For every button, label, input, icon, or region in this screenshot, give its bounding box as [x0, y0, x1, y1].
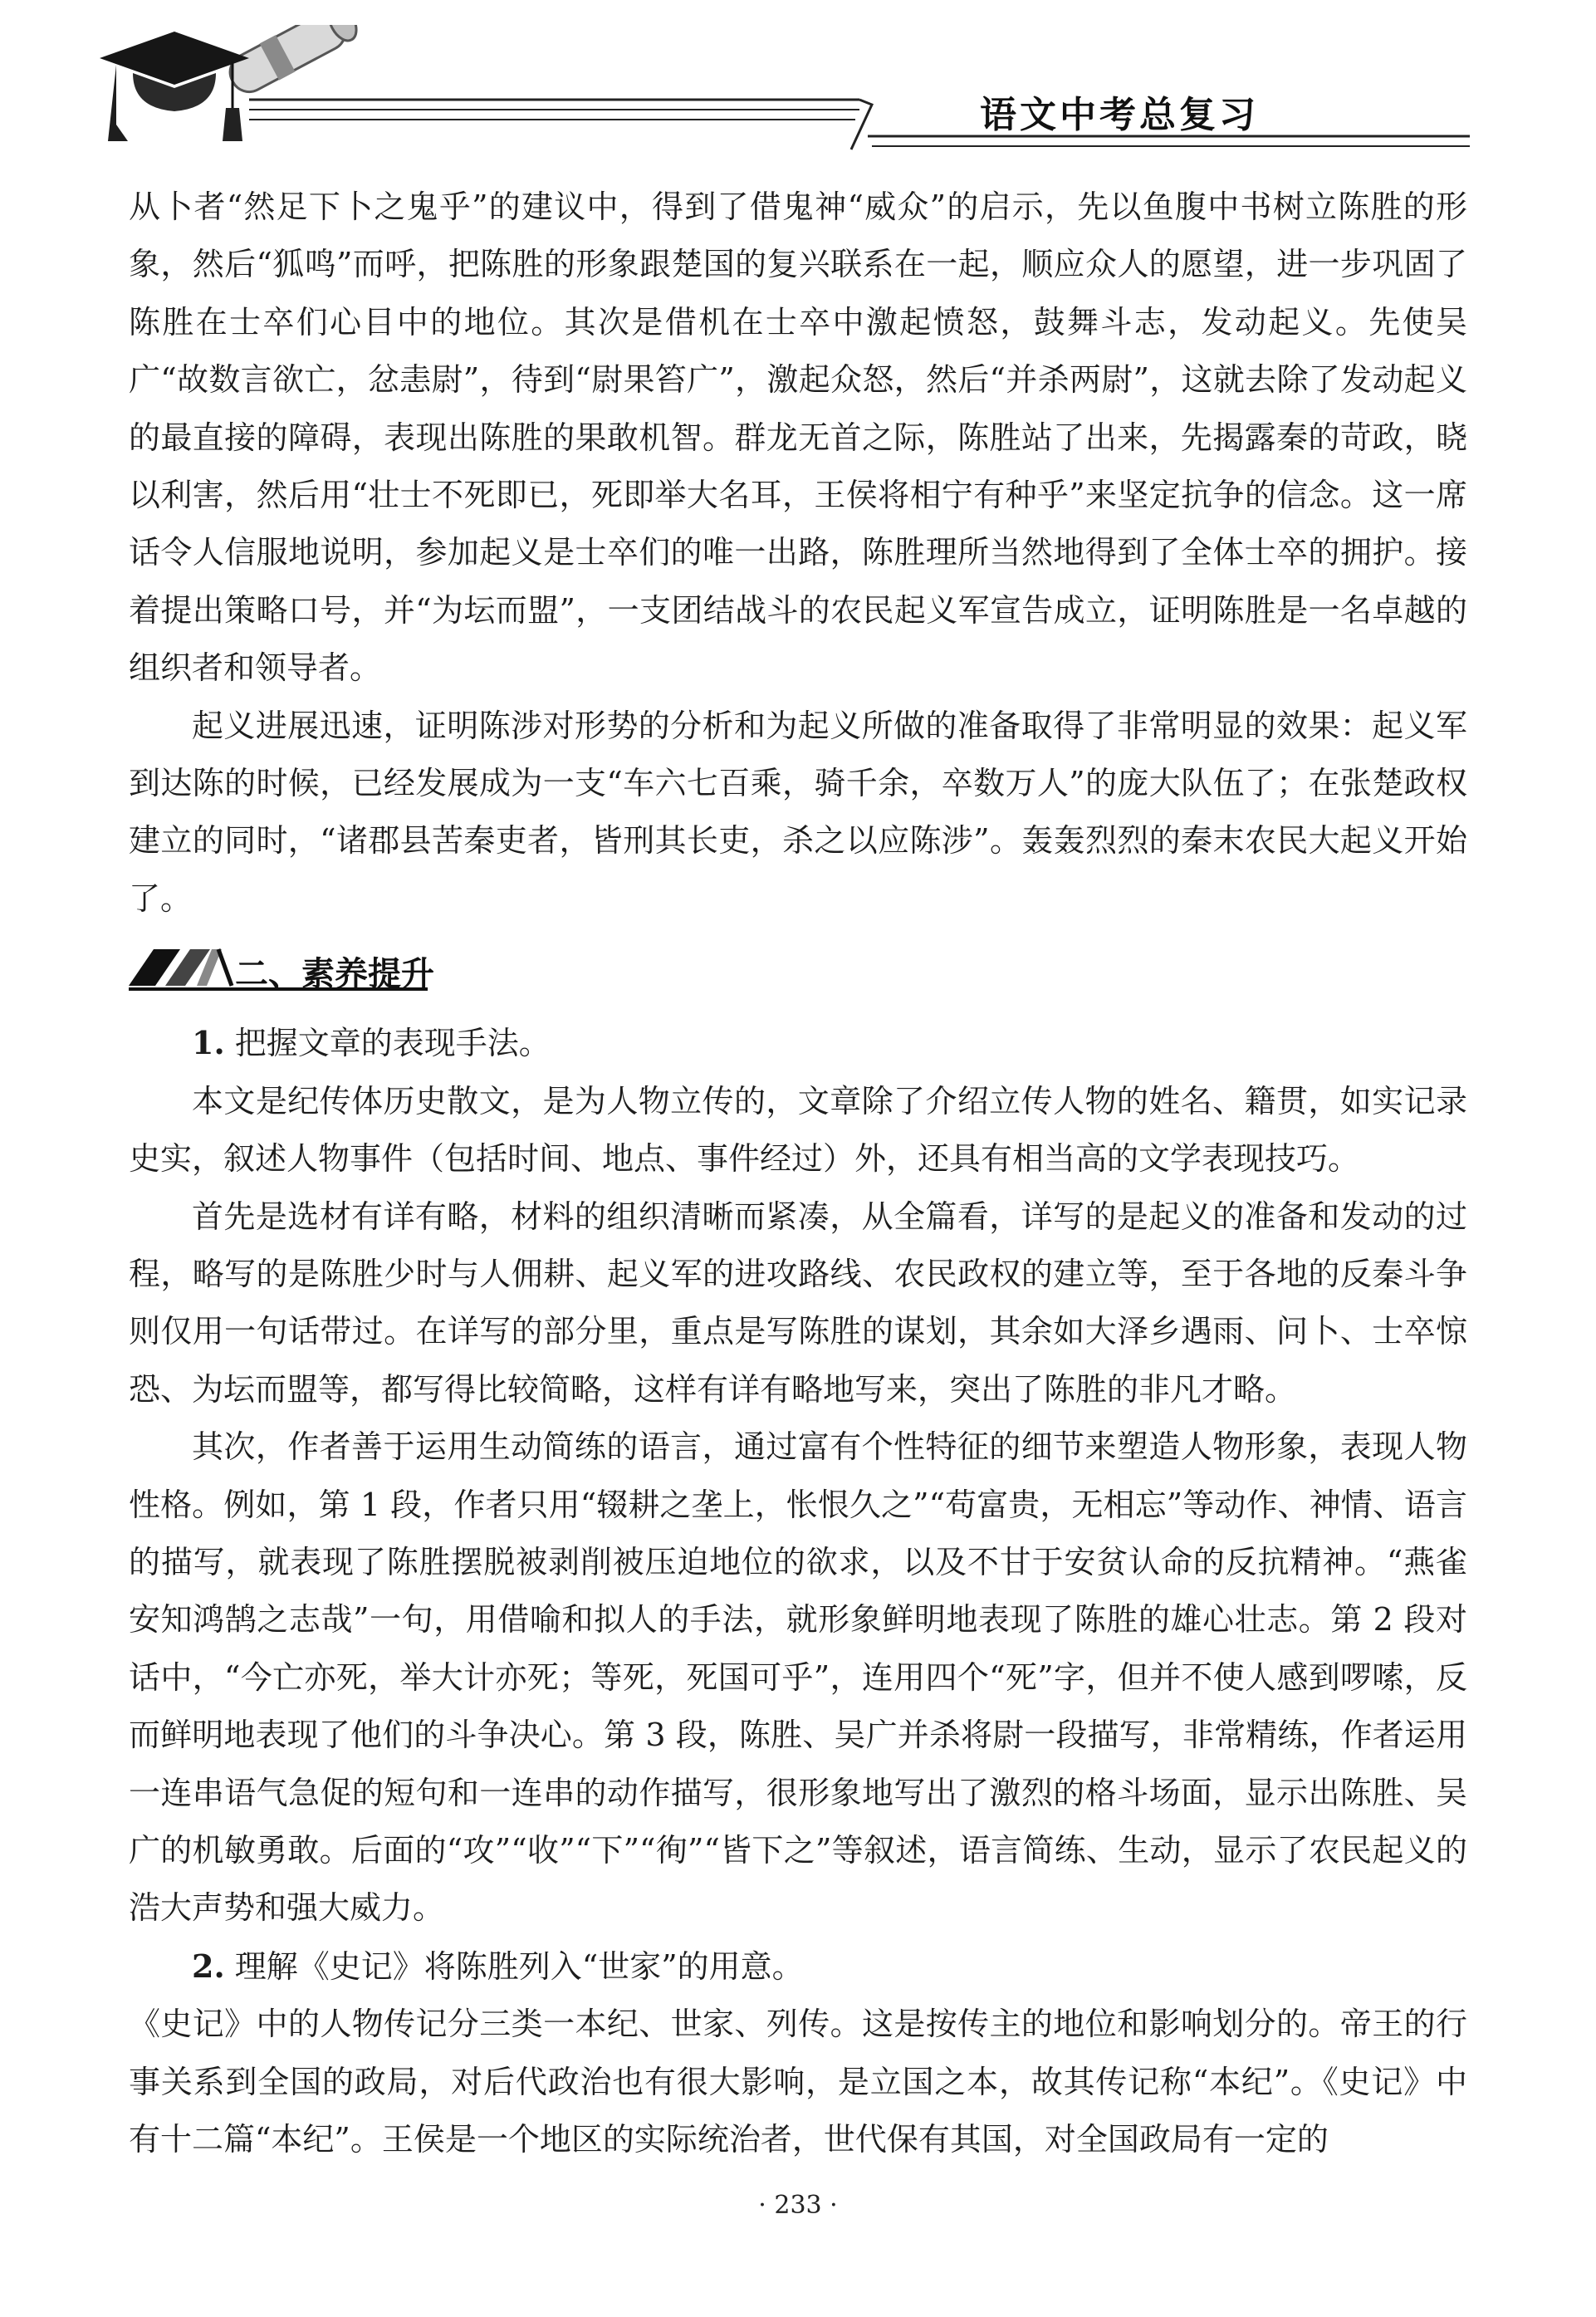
section-heading	[129, 936, 1467, 1011]
item-title	[129, 1014, 1467, 1072]
body-paragraph: 起义进展迅速，证明陈涉对形势的分析和为起义所做的准备取得了非常明显的效果：起义军到达陈的时候，已经发展成为一支“车六七百乘，骑千余，卒数万人”的庞大队伍了；在张楚政权建立的同时，“诸郡县苦秦吏者，皆刑其长吏，杀之以应陈涉”。轰轰烈烈的秦末农民大起义开始了。	[129, 707, 1467, 917]
body-paragraph: 其次，作者善于运用生动简练的语言，通过富有个性特征的细节来塑造人物形象，表现人物性格。例如，第 1 段，作者只用“辍耕之垄上，怅恨久之”“苟富贵，无相忘”等动作、神情、语言的描写，就表现了陈胜摆脱被剥削被压迫地位的欲求，以及不甘于安贫认命的反抗精神。“燕雀安知鸿鹄之志哉”一句，用借喻和拟人的手法，就形象鲜明地表现了陈胜的雄心壮志。第 2 段对话中，“今亡亦死，举大计亦死；等死，死国可乎”，连用四个“死”字，但并不使人感到啰嗦，反而鲜明地表现了他们的斗争决心。第 3 段，陈胜、吴广并杀将尉一段描写，非常精练，作者运用一连串语气急促的短句和一连串的动作描写，很形象地写出了激烈的格斗场面，显示出陈胜、吴广的机敏勇敢。后面的“攻”“收”“下”“徇”“皆下之”等叙述，语言简练、生动，显示了农民起义的浩大声势和强大威力。	[129, 1428, 1467, 1927]
body-paragraph: 《史记》中的人物传记分三类一本纪、世家、列传。这是按传主的地位和影响划分的。帝王的行事关系到全国的政局，对后代政治也有很大影响，是立国之本，故其传记称“本纪”。《史记》中有十二篇“本纪”。王侯是一个地区的实际统治者，世代保有其国，对全国政局有一定的	[129, 2006, 1467, 2158]
item-number: 1.	[192, 1024, 225, 1062]
item-title-text: 理解《史记》将陈胜列入“世家”的用意。	[234, 1947, 804, 1985]
item-title-text: 把握文章的表现手法。	[234, 1025, 551, 1062]
body-paragraph: 本文是纪传体历史散文，是为人物立传的，文章除了介绍立传人物的姓名、籍贯，如实记录史实，叙述人物事件（包括时间、地点、事件经过）外，还具有相当高的文学表现技巧。	[129, 1082, 1467, 1178]
body-paragraph: 从卜者“然足下卜之鬼乎”的建议中，得到了借鬼神“威众”的启示，先以鱼腹中书树立陈胜的形象，然后“狐鸣”而呼，把陈胜的形象跟楚国的复兴联系在一起，顺应众人的愿望，进一步巩固了陈胜在士卒们心目中的地位。其次是借机在士卒中激起愤怒，鼓舞斗志，发动起义。先使吴广“故数言欲亡，忿恚尉”，待到“尉果笞广”，激起众怒，然后“并杀两尉”，这就去除了发动起义的最直接的障碍，表现出陈胜的果敢机智。群龙无首之际，陈胜站了出来，先揭露秦的苛政，晓以利害，然后用“壮士不死即已，死即举大名耳，王侯将相宁有种乎”来坚定抗争的信念。这一席话令人信服地说明，参加起义是士卒们的唯一出路，陈胜理所当然地得到了全体士卒的拥护。接着提出策略口号，并“为坛而盟”，一支团结战斗的农民起义军宣告成立，证明陈胜是一名卓越的组织者和领导者。	[129, 189, 1467, 687]
page-number: · 233 ·	[758, 2191, 838, 2220]
section-title: 二、素养提升	[235, 955, 434, 994]
header-title: 语文中考总复习	[980, 94, 1259, 136]
item-number: 2.	[192, 1947, 225, 1985]
page-content	[129, 179, 1467, 2168]
body-paragraph: 首先是选材有详有略，材料的组织清晰而紧凑，从全篇看，详写的是起义的准备和发动的过程，略写的是陈胜少时与人佣耕、起义军的进攻路线、农民政权的建立等，至于各地的反秦斗争则仅用一句话带过。在详写的部分里，重点是写陈胜的谋划，其余如大泽乡遇雨、问卜、士卒惊恐、为坛而盟等，都写得比较简略，这样有详有略地写来，突出了陈胜的非凡才略。	[129, 1198, 1467, 1408]
item-title	[129, 1937, 1467, 1996]
page-header	[100, 25, 1470, 174]
graduation-cap-icon	[100, 25, 1470, 174]
